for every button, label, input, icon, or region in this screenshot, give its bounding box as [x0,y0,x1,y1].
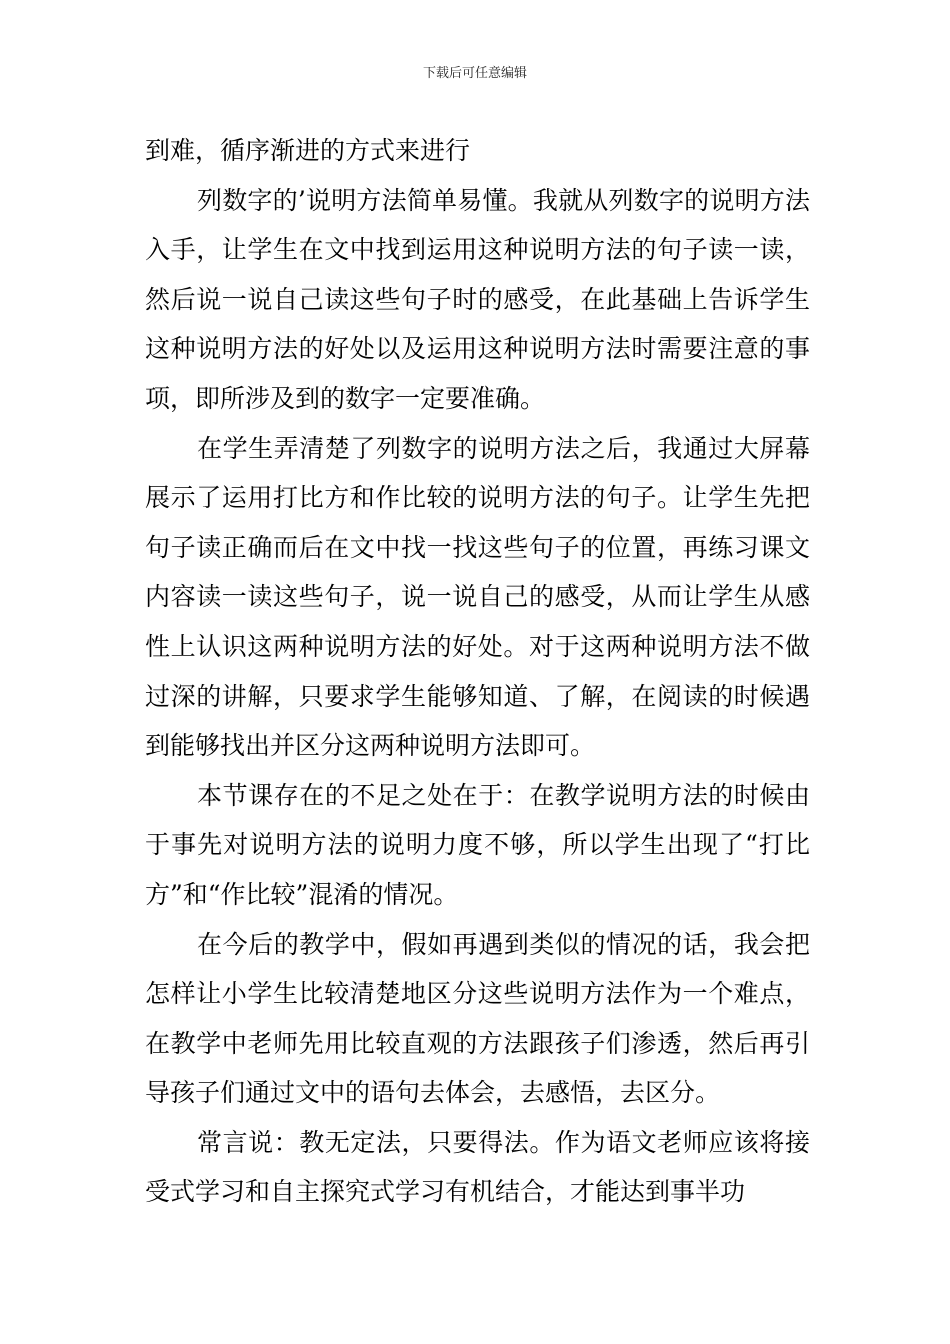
paragraph-shortcomings: 本节课存在的不足之处在于：在教学说明方法的时候由于事先对说明方法的说明力度不够，所以学生出现了“打比方”和“作比较”混淆的情况。 [145,780,810,909]
body-text [145,126,810,1217]
paragraph-number-method: 列数字的’说明方法简单易懂。我就从列数字的说明方法入手，让学生在文中找到运用这种说明方法的句子读一读，然后说一说自己读这些句子时的感受，在此基础上告诉学生这种说明方法的好处以及运用这种说明方法时需要注意的事项，即所涉及到的数字一定要准确。 [145,185,810,413]
paragraph-continuation: 到难，循序渐进的方式来进行 [145,136,471,165]
header-note: 下载后可任意编辑 [422,66,527,81]
paragraph-metaphor-comparison: 在学生弄清楚了列数字的说明方法之后，我通过大屏幕展示了运用打比方和作比较的说明方法的句子。让学生先把句子读正确而后在文中找一找这些句子的位置，再练习课文内容读一读这些句子，说一说自己的感受，从而让学生从感性上认识这两种说明方法的好处。对于这两种说明方法不做过深的讲解，只要求学生能够知道、了解，在阅读的时候遇到能够找出并区分这两种说明方法即可。 [145,433,810,761]
paragraph-future-teaching: 在今后的教学中，假如再遇到类似的情况的话，我会把怎样让小学生比较清楚地区分这些说明方法作为一个难点，在教学中老师先用比较直观的方法跟孩子们渗透，然后再引导孩子们通过文中的语句去体会，去感悟，去区分。 [145,929,810,1108]
paragraph-conclusion: 常言说：教无定法，只要得法。作为语文老师应该将接受式学习和自主探究式学习有机结合，才能达到事半功 [145,1127,810,1207]
